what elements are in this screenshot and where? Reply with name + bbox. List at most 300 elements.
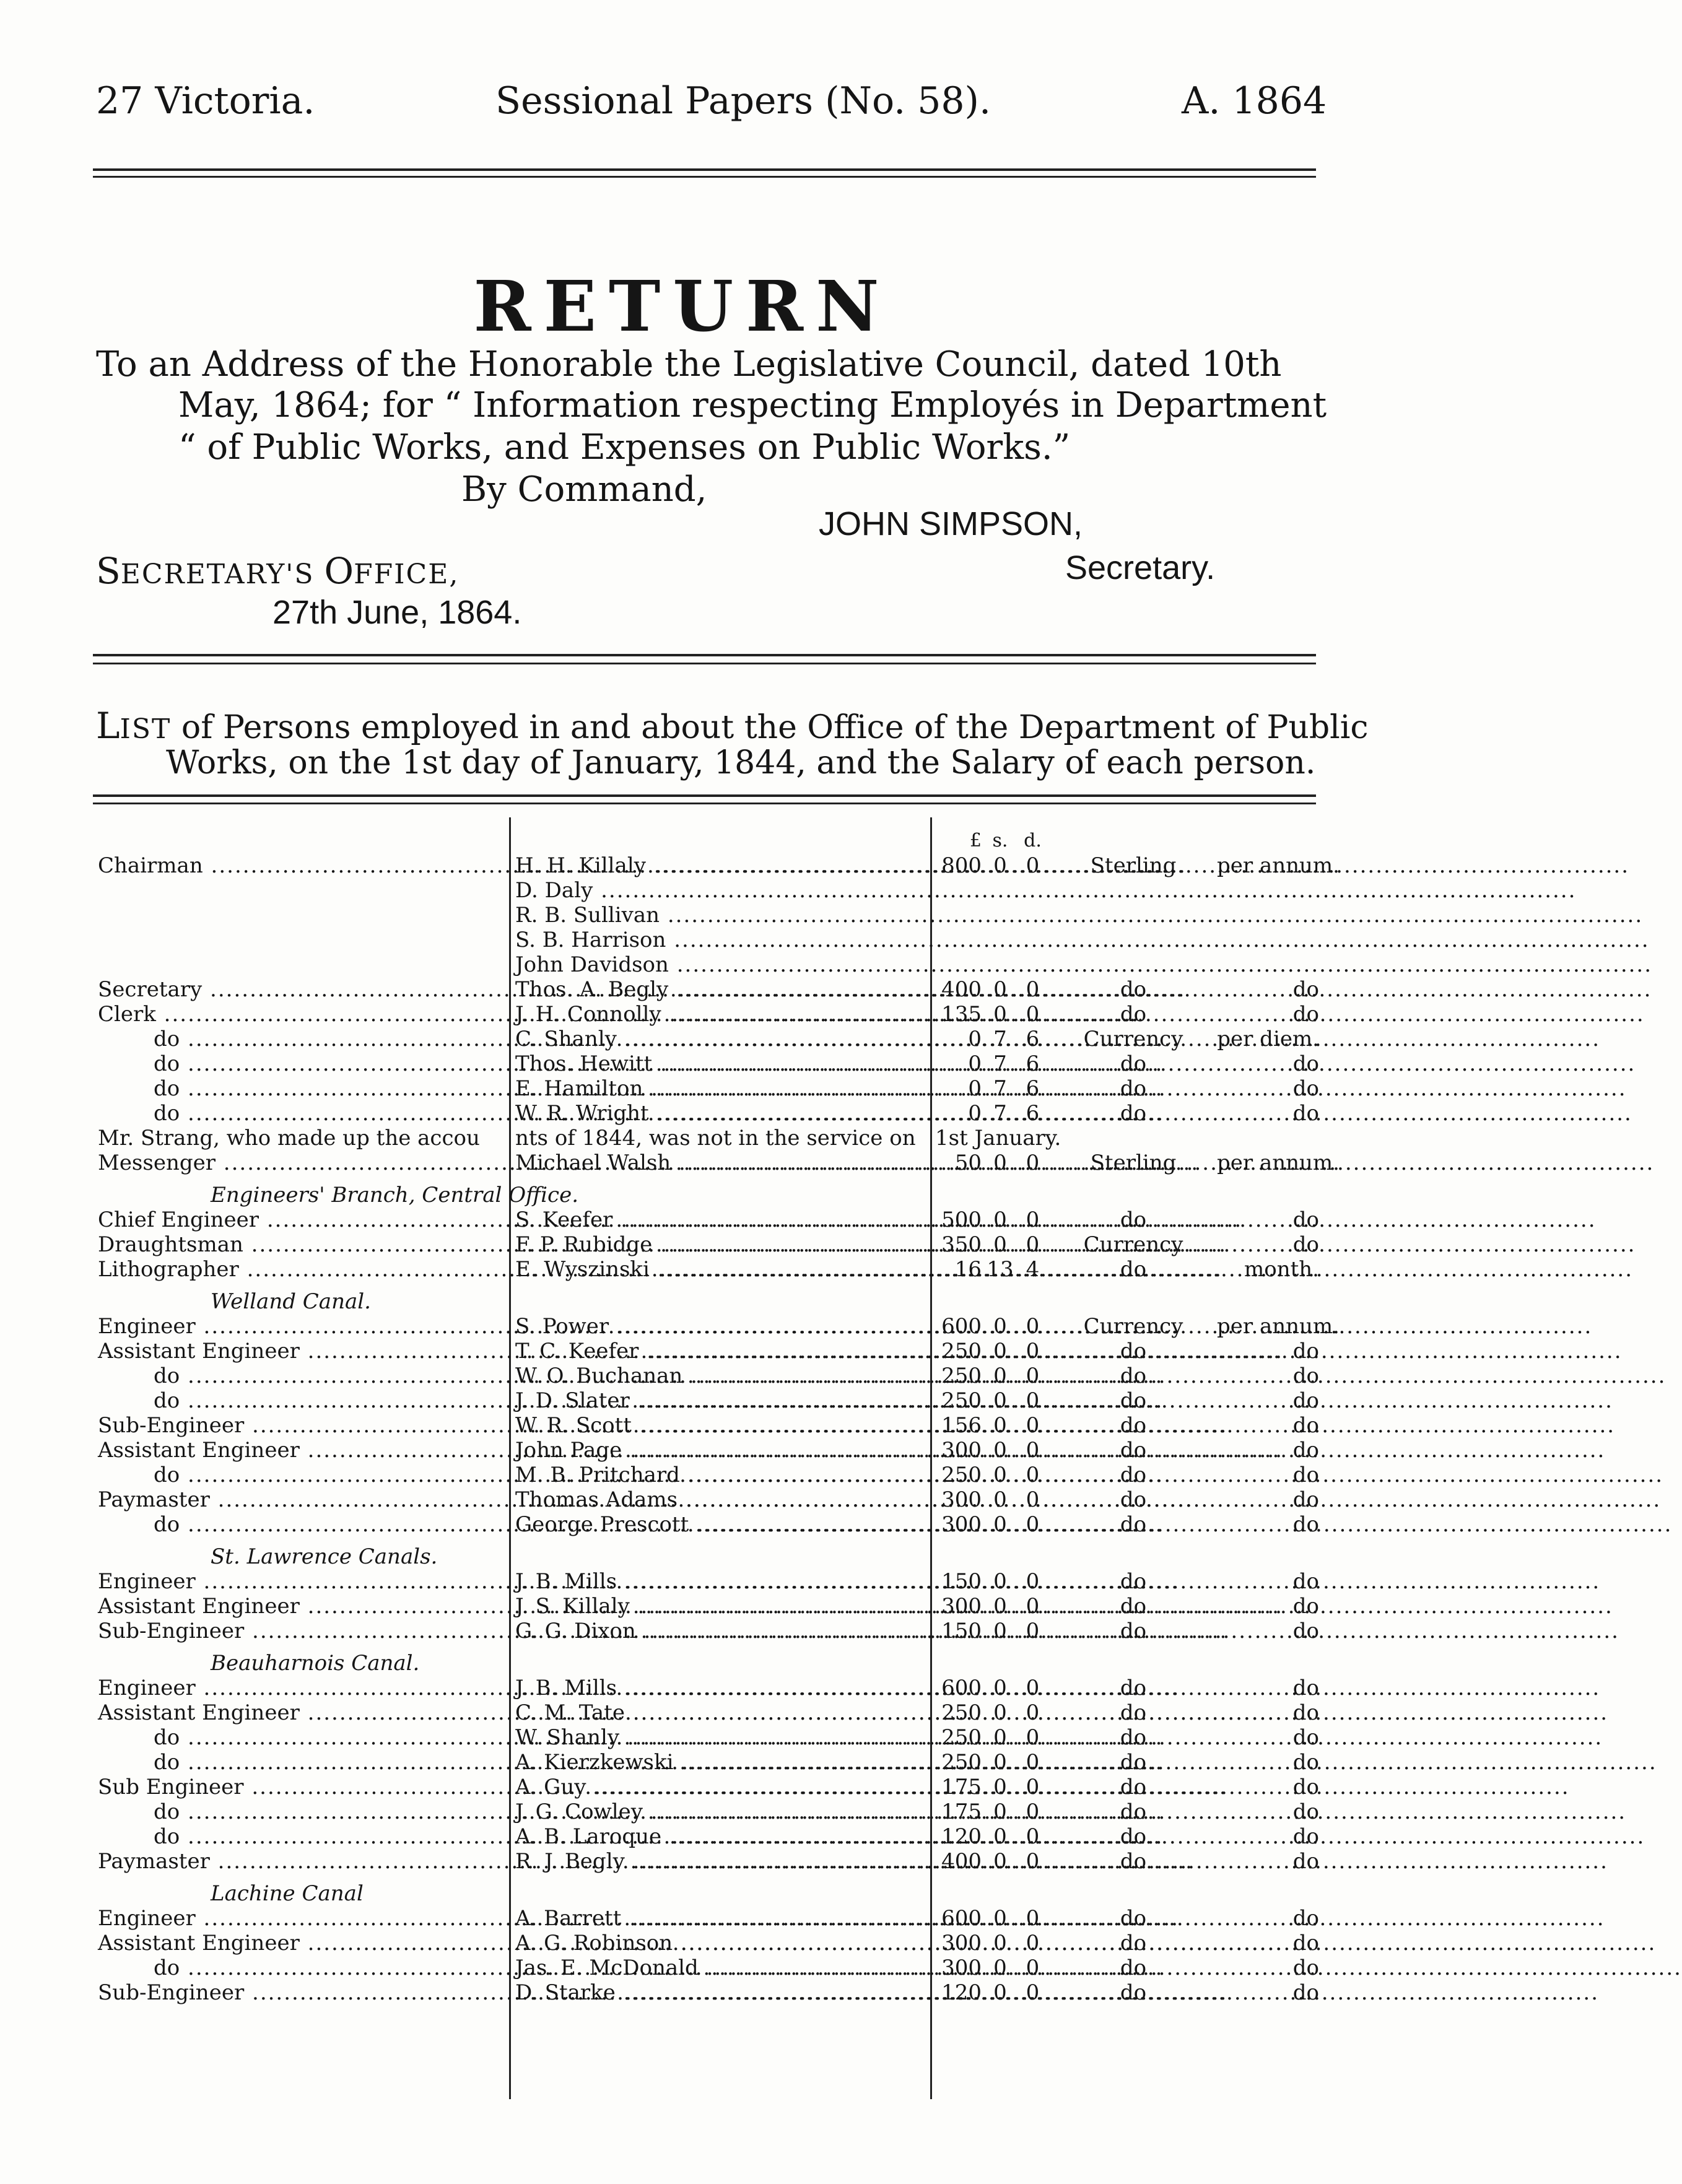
name-cell [515, 1463, 939, 1487]
name-cell [515, 1906, 939, 1931]
name-cell [515, 1413, 939, 1438]
name-text: A. G. Robinson [515, 1931, 673, 1956]
office-cell [98, 977, 500, 1002]
name-cell [515, 1799, 939, 1824]
name-text: R. B. Sullivan [515, 903, 660, 928]
table-row [93, 952, 1319, 977]
office-text: do [154, 1076, 180, 1101]
shillings-cell: 0 [993, 1849, 1007, 1874]
section-heading [93, 1183, 1319, 1207]
period-cell: do [1292, 1101, 1319, 1126]
currency-cell: do [1120, 1619, 1147, 1643]
pence-cell: 0 [1026, 1388, 1040, 1413]
period-cell: do [1292, 1931, 1319, 1956]
table-row [93, 1207, 1319, 1232]
period-cell: do [1292, 1438, 1319, 1463]
office-text: Assistant Engineer [98, 1594, 300, 1619]
currency-cell: do [1120, 1980, 1147, 2005]
office-text: Engineer [98, 1676, 196, 1700]
name-cell [515, 1101, 939, 1126]
office-text: Secretary [98, 977, 203, 1002]
office-text: do [154, 1799, 180, 1824]
office-text: Chief Engineer [98, 1207, 259, 1232]
office-cell [98, 1799, 556, 1824]
pounds-cell: 300 [941, 1956, 982, 1980]
currency-cell: do [1120, 1438, 1147, 1463]
name-text: W. R. Scott [515, 1413, 632, 1438]
name-text: M. B. Pritchard [515, 1463, 680, 1487]
office-cell [98, 1151, 500, 1175]
shillings-cell: 0 [993, 1775, 1007, 1799]
currency-cell: do [1120, 1207, 1147, 1232]
office-text: do [154, 1463, 180, 1487]
name-text: E. Hamilton [515, 1076, 643, 1101]
period-cell: do [1292, 1594, 1319, 1619]
name-text: A. Barrett [515, 1906, 622, 1931]
pounds-cell: 400 [941, 977, 982, 1002]
currency-cell: do [1120, 1487, 1147, 1512]
name-text: W. R. Wright [515, 1101, 649, 1126]
currency-cell: do [1120, 1700, 1147, 1725]
name-text: H. H. Killaly [515, 853, 646, 878]
header-rule-top [93, 168, 1316, 171]
pounds-cell: 500 [941, 1207, 982, 1232]
pounds-cell: 0 [968, 1051, 982, 1076]
signature-title: Secretary. [1065, 549, 1216, 586]
pence-cell: 0 [1026, 1002, 1040, 1027]
pence-cell: 0 [1026, 1824, 1040, 1849]
pence-cell: 0 [1026, 1956, 1040, 1980]
office-cell [98, 1126, 510, 1151]
table-row [93, 1824, 1319, 1849]
shillings-cell: 0 [993, 1413, 1007, 1438]
shillings-cell: 13 [987, 1257, 1014, 1282]
office-cell [98, 1101, 556, 1126]
table-row [93, 1413, 1319, 1438]
period-cell: do [1292, 977, 1319, 1002]
shillings-cell: 0 [993, 1463, 1007, 1487]
currency-cell: do [1120, 1824, 1147, 1849]
name-cell [515, 1438, 939, 1463]
table-row [93, 1339, 1319, 1364]
currency-cell: do [1120, 977, 1147, 1002]
table-row [93, 1849, 1319, 1874]
name-cell [515, 1126, 939, 1151]
pence-cell: 0 [1026, 1849, 1040, 1874]
office-text: do [154, 1101, 180, 1126]
period-cell: do [1292, 1619, 1319, 1643]
office-text: do [154, 1388, 180, 1413]
shillings-cell: 7 [993, 1027, 1007, 1051]
header-shillings: s. [992, 830, 1008, 851]
office-cell [98, 1051, 556, 1076]
shillings-cell: 0 [993, 1676, 1007, 1700]
period-cell: do [1292, 1676, 1319, 1700]
name-cell [515, 1676, 939, 1700]
pence-cell: 0 [1026, 1364, 1040, 1388]
pence-cell: 0 [1026, 1676, 1040, 1700]
shillings-cell: 7 [993, 1051, 1007, 1076]
pounds-cell: 0 [968, 1027, 982, 1051]
name-cell [515, 1931, 939, 1956]
name-text: S. Power [515, 1314, 609, 1339]
office-text: Assistant Engineer [98, 1931, 300, 1956]
name-cell [515, 1364, 939, 1388]
shillings-cell: 0 [993, 1512, 1007, 1537]
period-cell: do [1292, 1364, 1319, 1388]
office-text: Sub Engineer [98, 1775, 244, 1799]
name-text: Thomas Adams [515, 1487, 678, 1512]
period-cell: do [1292, 1775, 1319, 1799]
currency-cell: Currency [1083, 1314, 1183, 1339]
shillings-cell: 0 [993, 1438, 1007, 1463]
pence-cell: 0 [1026, 1569, 1040, 1594]
table-row [93, 1619, 1319, 1643]
office-text: Clerk [98, 1002, 156, 1027]
period-cell: do [1292, 1824, 1319, 1849]
currency-cell: do [1120, 1676, 1147, 1700]
office-cell [98, 1463, 556, 1487]
currency-cell: do [1120, 1364, 1147, 1388]
pence-cell: 6 [1026, 1076, 1040, 1101]
office-cell [98, 1388, 556, 1413]
pence-cell: 6 [1026, 1101, 1040, 1126]
name-cell [515, 1824, 939, 1849]
office-cell [98, 1027, 556, 1051]
table-row [93, 1487, 1319, 1512]
office-text: Assistant Engineer [98, 1700, 300, 1725]
table-row [93, 1799, 1319, 1824]
office-text: do [154, 1824, 180, 1849]
pence-cell: 0 [1026, 1775, 1040, 1799]
name-text: S. B. Harrison [515, 928, 666, 952]
table-row [93, 1257, 1319, 1282]
currency-cell: Currency [1083, 1027, 1183, 1051]
name-text: D. Daly [515, 878, 593, 903]
office-cell [98, 1956, 556, 1980]
table-row [93, 1512, 1319, 1537]
section-heading [93, 1881, 1319, 1906]
name-text: D. Starke [515, 1980, 616, 2005]
office-text: Sub-Engineer [98, 1980, 245, 2005]
office-cell [98, 1931, 500, 1956]
table-row [93, 1775, 1319, 1799]
table-row [93, 1027, 1319, 1051]
office-text: do [154, 1725, 180, 1750]
office-cell [98, 1512, 556, 1537]
office-text: do [154, 1364, 180, 1388]
period-cell: do [1292, 1569, 1319, 1594]
office-date: 27th June, 1864. [272, 594, 522, 631]
table-row [93, 1594, 1319, 1619]
pounds-cell: 300 [941, 1438, 982, 1463]
table-row [93, 903, 1319, 928]
currency-cell: do [1120, 1725, 1147, 1750]
currency-cell: Sterling [1090, 1151, 1177, 1175]
currency-cell: do [1120, 1051, 1147, 1076]
section-title: St. Lawrence Canals. [211, 1544, 438, 1569]
currency-cell: do [1120, 1931, 1147, 1956]
currency-cell: do [1120, 1750, 1147, 1775]
shillings-cell: 0 [993, 1594, 1007, 1619]
name-cell [515, 1849, 939, 1874]
pounds-cell: 250 [941, 1463, 982, 1487]
office-cell [98, 1775, 500, 1799]
table-row [93, 878, 1319, 903]
currency-cell: do [1120, 1002, 1147, 1027]
name-cell [515, 1002, 939, 1027]
office-cell [98, 1207, 500, 1232]
section-title: Engineers' Branch, Central Office. [211, 1183, 579, 1207]
name-text: Thos. Hewitt [515, 1051, 653, 1076]
pounds-cell: 120 [941, 1824, 982, 1849]
name-text: A. Guy [515, 1775, 586, 1799]
currency-cell: do [1120, 1076, 1147, 1101]
pence-cell: 0 [1026, 1594, 1040, 1619]
pounds-cell: 150 [941, 1569, 982, 1594]
office-cell [98, 1594, 500, 1619]
name-text: S. Keefer [515, 1207, 613, 1232]
table-row [93, 1076, 1319, 1101]
currency-cell: do [1120, 1799, 1147, 1824]
table-row [93, 1151, 1340, 1175]
pounds-cell: 250 [941, 1750, 982, 1775]
name-text: Jas. E. McDonald [515, 1956, 699, 1980]
pounds-cell: 1st January. [935, 1126, 1061, 1151]
name-text: W. Shanly [515, 1725, 620, 1750]
pounds-cell: 400 [941, 1849, 982, 1874]
currency-cell: Currency [1083, 1232, 1183, 1257]
office-cell [98, 1824, 556, 1849]
office-text: do [154, 1512, 180, 1537]
period-cell: do [1292, 1725, 1319, 1750]
name-text: J. B. Mills [515, 1676, 617, 1700]
pence-cell: 0 [1026, 853, 1040, 878]
period-cell: do [1292, 1799, 1319, 1824]
pounds-cell: 300 [941, 1512, 982, 1537]
pounds-cell: 135 [941, 1002, 982, 1027]
currency-cell: do [1120, 1339, 1147, 1364]
shillings-cell: 0 [993, 1364, 1007, 1388]
currency-cell: do [1120, 1594, 1147, 1619]
name-text: A. B. Laroque [515, 1824, 662, 1849]
name-text: C. M. Tate [515, 1700, 625, 1725]
office-cell [98, 1076, 556, 1101]
pence-cell: 0 [1026, 1463, 1040, 1487]
table-row [93, 1002, 1319, 1027]
period-cell: per annum. [1217, 853, 1340, 878]
pence-cell: 0 [1026, 1906, 1040, 1931]
header-right: A. 1864 [1182, 79, 1327, 123]
period-cell: do [1292, 1002, 1319, 1027]
pence-cell: 0 [1026, 1438, 1040, 1463]
table-row [93, 1388, 1319, 1413]
pence-cell: 0 [1026, 1207, 1040, 1232]
office-text: Sub-Engineer [98, 1619, 245, 1643]
period-cell: do [1292, 1700, 1319, 1725]
name-cell [515, 1700, 939, 1725]
pence-cell: 0 [1026, 1619, 1040, 1643]
table-row [93, 1980, 1319, 2005]
pounds-cell: 250 [941, 1339, 982, 1364]
by-command: By Command, [461, 469, 707, 510]
header-center: Sessional Papers (No. 58). [495, 79, 991, 123]
address-line-2: May, 1864; for “ Information respecting Employés in Department [178, 385, 1327, 425]
name-cell [515, 1487, 939, 1512]
pence-cell: 0 [1026, 1750, 1040, 1775]
name-text: J. H. Connolly [515, 1002, 661, 1027]
pence-cell: 0 [1026, 1725, 1040, 1750]
name-cell [515, 928, 939, 952]
pounds-cell: 0 [968, 1101, 982, 1126]
shillings-cell: 0 [993, 1824, 1007, 1849]
shillings-cell: 0 [993, 1002, 1007, 1027]
office-text: do [154, 1027, 180, 1051]
office-cell [98, 1232, 500, 1257]
office-text: do [154, 1750, 180, 1775]
table-rule-bottom [93, 803, 1316, 804]
pence-cell: 0 [1026, 1151, 1040, 1175]
pence-cell: 0 [1026, 1512, 1040, 1537]
pounds-cell: 250 [941, 1388, 982, 1413]
name-text: T. C. Keefer [515, 1339, 639, 1364]
table-row [93, 853, 1340, 878]
office-cell [98, 1339, 500, 1364]
period-cell: do [1292, 1956, 1319, 1980]
pence-cell: 0 [1026, 977, 1040, 1002]
pence-cell: 4 [1026, 1257, 1040, 1282]
office-text: Sub-Engineer [98, 1413, 245, 1438]
list-heading-line-1: LIST of Persons employed in and about the Office of the Department of Public [96, 705, 1369, 747]
pounds-cell: 175 [941, 1775, 982, 1799]
name-text: J. S. Killaly [515, 1594, 630, 1619]
name-text: J. D. Slater [515, 1388, 630, 1413]
table-row [93, 1364, 1319, 1388]
period-cell: do [1292, 1980, 1319, 2005]
pounds-cell: 0 [968, 1076, 982, 1101]
office-cell [98, 1002, 500, 1027]
pence-cell: 0 [1026, 1931, 1040, 1956]
name-text: R. J. Begly [515, 1849, 625, 1874]
name-cell [515, 1151, 939, 1175]
section-heading [93, 1544, 1319, 1569]
office-text: Assistant Engineer [98, 1438, 300, 1463]
office-text: Paymaster [98, 1849, 210, 1874]
pence-cell: 0 [1026, 1413, 1040, 1438]
name-cell [515, 1980, 939, 2005]
name-cell [515, 1027, 939, 1051]
signature-name: JOHN SIMPSON, [819, 505, 1083, 542]
office-cell [98, 853, 500, 878]
office-text: Chairman [98, 853, 203, 878]
pounds-cell: 250 [941, 1700, 982, 1725]
currency-cell: do [1120, 1569, 1147, 1594]
shillings-cell: 0 [993, 1980, 1007, 2005]
office-cell [98, 1257, 500, 1282]
table-row [93, 1700, 1319, 1725]
pounds-cell: 600 [941, 1906, 982, 1931]
name-cell [515, 1388, 939, 1413]
table-row [93, 1956, 1319, 1980]
period-cell: do [1292, 1413, 1319, 1438]
name-cell [515, 1619, 939, 1643]
pounds-cell: 300 [941, 1487, 982, 1512]
shillings-cell: 0 [993, 1151, 1007, 1175]
name-text: nts of 1844, was not in the service on [515, 1126, 916, 1151]
pounds-cell: 250 [941, 1364, 982, 1388]
name-cell [515, 977, 939, 1002]
name-cell [515, 952, 939, 977]
table-row [93, 1232, 1319, 1257]
name-text: F. P. Rubidge [515, 1232, 653, 1257]
shillings-cell: 7 [993, 1076, 1007, 1101]
table-row [93, 1463, 1319, 1487]
office-text: Engineer [98, 1314, 196, 1339]
office-cell [98, 1438, 500, 1463]
name-text: J. G. Cowley [515, 1799, 643, 1824]
currency-cell: do [1120, 1388, 1147, 1413]
shillings-cell: 0 [993, 977, 1007, 1002]
section-title: Welland Canal. [211, 1289, 371, 1314]
name-cell [515, 1257, 939, 1282]
shillings-cell: 0 [993, 1487, 1007, 1512]
table-row [93, 977, 1319, 1002]
address-line-1: To an Address of the Honorable the Legislative Council, dated 10th [96, 344, 1282, 385]
address-line-3: “ of Public Works, and Expenses on Public Works.” [178, 427, 1071, 468]
office-cell [98, 1906, 500, 1931]
pence-cell: 0 [1026, 1700, 1040, 1725]
name-text: C. Shanly [515, 1027, 617, 1051]
period-cell: do [1292, 1512, 1319, 1537]
period-cell: do [1292, 1051, 1319, 1076]
name-cell [515, 1314, 939, 1339]
shillings-cell: 0 [993, 1388, 1007, 1413]
section-title: Lachine Canal [211, 1881, 364, 1906]
name-cell [515, 1594, 939, 1619]
period-cell: do [1292, 1388, 1319, 1413]
currency-cell: do [1120, 1257, 1147, 1282]
table-row [93, 1725, 1319, 1750]
period-cell: do [1292, 1487, 1319, 1512]
name-cell [515, 1725, 939, 1750]
shillings-cell: 0 [993, 1750, 1007, 1775]
period-cell: do [1292, 1339, 1319, 1364]
period-cell: do [1292, 1463, 1319, 1487]
table-rule-top [93, 794, 1316, 797]
pence-cell: 0 [1026, 1314, 1040, 1339]
office-name: SECRETARY'S OFFICE, [96, 550, 460, 592]
office-text: do [154, 1051, 180, 1076]
shillings-cell: 0 [993, 1339, 1007, 1364]
pounds-cell: 300 [941, 1594, 982, 1619]
shillings-cell: 0 [993, 1799, 1007, 1824]
document-title: RETURN [473, 266, 892, 347]
pence-cell: 0 [1026, 1980, 1040, 2005]
pence-cell: 0 [1026, 1799, 1040, 1824]
period-cell: do [1292, 1076, 1319, 1101]
office-text: Draughtsman [98, 1232, 243, 1257]
name-cell [515, 1569, 939, 1594]
office-text: Messenger [98, 1151, 216, 1175]
pounds-cell: 800 [941, 853, 982, 878]
name-cell [515, 1232, 939, 1257]
name-cell [515, 1512, 939, 1537]
currency-cell: do [1120, 1463, 1147, 1487]
shillings-cell: 0 [993, 1569, 1007, 1594]
office-cell [98, 1569, 500, 1594]
name-text: John Page [515, 1438, 622, 1463]
list-heading-line-2: Works, on the 1st day of January, 1844, and the Salary of each person. [166, 744, 1316, 781]
